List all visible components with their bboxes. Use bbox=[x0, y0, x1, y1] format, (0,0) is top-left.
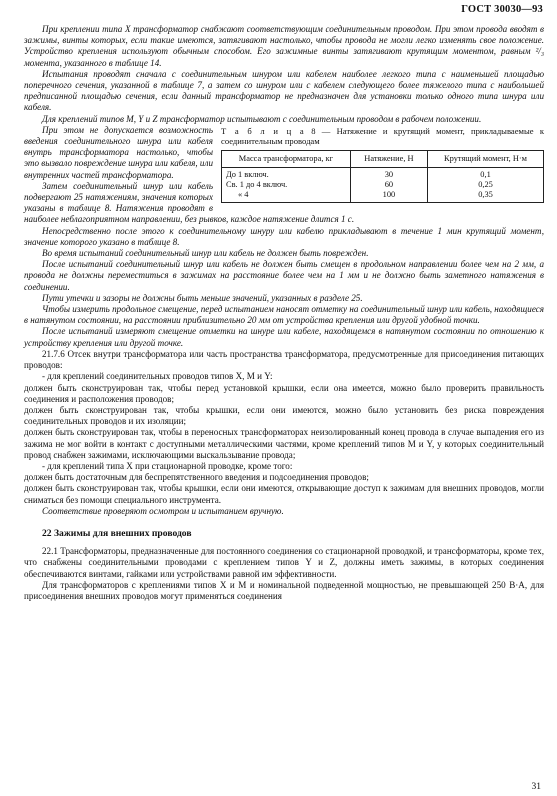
paragraph: После испытаний измеряют смещение отметки на шнуре или кабеле, находящемся в натянутом состоянии по отношению к устройству крепления или другой точке. bbox=[24, 326, 544, 348]
table-caption bbox=[221, 126, 544, 146]
paragraph: Соответствие проверяют осмотром и испытанием вручную. bbox=[42, 505, 284, 516]
table-cell: 0,35 bbox=[428, 190, 544, 203]
table-caption-number: 8 bbox=[311, 125, 316, 136]
col-header-torque: Крутящий момент, Н·м bbox=[428, 150, 544, 167]
table-8 bbox=[221, 126, 544, 203]
col-header-tension: Натяжение, Н bbox=[350, 150, 427, 167]
paragraph: Непосредственно после этого к соединительному шнуру или кабелю прикладывают в течение 1 мин крутящий момент, значение которого указано в таблице 8. bbox=[24, 225, 544, 247]
table-cell: 0,1 bbox=[428, 167, 544, 180]
table-cell: 100 bbox=[350, 190, 427, 203]
table-cell: До 1 включ. bbox=[222, 167, 351, 180]
paragraph: Пути утечки и зазоры не должны быть меньше значений, указанных в разделе 25. bbox=[42, 292, 363, 303]
paragraph: Затем соединительный шнур или кабель подвергают 25 натяжениям, значения которых указаны в таблице 8. Натяжения проводят в наиболее неблагоприятном направлении, без рывков, каждое натяжение длится 1 с. bbox=[24, 180, 355, 225]
table-cell: « 4 bbox=[222, 190, 351, 203]
table-header-row bbox=[222, 150, 544, 167]
paragraph: При этом не допускается возможность введения соединительного шнура или кабеля внутрь трансформатора настолько, чтобы это вызвало повреждение шнура или кабеля, или внутренних частей трансформатора. bbox=[24, 124, 213, 180]
intro-paragraphs bbox=[24, 24, 544, 125]
table-cell: Св. 1 до 4 включ. bbox=[222, 180, 351, 190]
paragraph: Чтобы измерить продольное смещение, перед испытанием наносят отметку на соединительный шнур или кабель, находящиеся в натянутом состоянии, на расстоянии приблизительно 20 мм от устройства крепления или другой удобной точки. bbox=[24, 304, 544, 326]
paragraph: - для креплений типа X при стационарной проводке, кроме того: bbox=[42, 460, 293, 471]
paragraph: Для креплений типов M, Y и Z трансформатор испытывают с соединительным проводом в рабочем положении. bbox=[42, 113, 482, 124]
paragraph: должен быть сконструирован так, чтобы крышки, если они имеются, можно было установить без риска повреждения соединительных проводов и их изоляции; bbox=[24, 404, 544, 427]
paragraph: Для трансформаторов с креплениями типов X и M и номинальной подведенной мощностью, не превышающей 250 В·А, для присоединения внешних проводов могут применяться соединения bbox=[24, 579, 544, 601]
table-caption-text: — Натяжение и крутящий момент, прикладываемые к соединительным проводам bbox=[221, 125, 544, 146]
paragraph: 22.1 Трансформаторы, предназначенные для постоянного соединения со стационарной проводкой, и трансформаторы, кроме тех, что снабжены соединительными проводами с креплением типов Y и Z, должны иметь зажимы, в которых соединения обеспечиваются винтами, гайками или устройствами равной им эффективности. bbox=[24, 546, 544, 579]
table-row bbox=[222, 167, 544, 180]
table-cell: 30 bbox=[350, 167, 427, 180]
section-heading: 22 Зажимы для внешних проводов bbox=[42, 527, 192, 539]
table-cell: 0,25 bbox=[428, 180, 544, 190]
section-paragraphs bbox=[24, 546, 544, 602]
table-cell: 60 bbox=[350, 180, 427, 190]
table-row bbox=[222, 190, 544, 203]
table-row bbox=[222, 180, 544, 190]
tension-torque-table bbox=[221, 150, 544, 203]
paragraph: должен быть сконструирован так, чтобы крышки, если они имеются, открывающие доступ к зажимам для внешних проводов, могли сниматься без помощи специального инструмента. bbox=[24, 483, 544, 505]
paragraph: Испытания проводят сначала с соединительным шнуром или кабелем наиболее легкого типа с наименьшей площадью поперечного сечения, указанной в таблице 7, а затем со шнуром или с кабелем следующего более тяжелого типа с наибольшей предписанной площадью сечения, если данный трансформатор не предназначен для установки только одного типа шнура или кабеля. bbox=[24, 68, 544, 113]
paragraph: должен быть сконструирован так, чтобы в переносных трансформаторах неизолированный конец провода в случае выпадения его из зажима не мог войти в контакт с доступными металлическими частями, кроме креплений типов M и Y, у которых соединительный провод снабжен зажимами, исключающими выскальзывание провода; bbox=[24, 427, 544, 460]
document-body bbox=[24, 24, 544, 602]
paragraph: 21.7.6 Отсек внутри трансформатора или часть пространства трансформатора, предусмотренные для присоединения питающих проводов: bbox=[24, 348, 544, 371]
document-id: ГОСТ 30030—93 bbox=[461, 4, 543, 15]
paragraph: Во время испытаний соединительный шнур или кабель не должен быть поврежден. bbox=[42, 248, 369, 259]
paragraph: должен быть достаточным для беспрепятственного введения и подсоединения проводов; bbox=[24, 472, 369, 483]
table-caption-prefix: Т а б л и ц а bbox=[221, 125, 305, 136]
paragraph: - для креплений соединительных проводов типов X, M и Y: bbox=[42, 371, 273, 382]
paragraph: При креплении типа X трансформатор снабжают соответствующим соединительным проводом. При этом провода вводят в зажимы, винты которых, если такие имеются, затягивают настолько, чтобы провода не могли легко изменять свое положение. Устройство крепления используют обычным способом. Его зажимные винты затягивают крутящим моментом, равным ²/₃ момента, указанного в таблице 14. bbox=[24, 24, 544, 68]
body-paragraphs bbox=[24, 226, 544, 517]
paragraph: После испытаний соединительный шнур или кабель не должен быть смещен в продольном направлении более чем на 2 мм, а провода не должны переместиться в зажимах на расстояние более чем на 1 мм и не должно быть заметного натяжения в соединении. bbox=[24, 259, 544, 292]
paragraph: должен быть сконструирован так, чтобы перед установкой крышки, если она имеется, можно было проверить правильность соединения и расположения проводов; bbox=[24, 382, 544, 404]
page-number: 31 bbox=[531, 782, 541, 792]
col-header-mass: Масса трансформатора, кг bbox=[222, 150, 351, 167]
